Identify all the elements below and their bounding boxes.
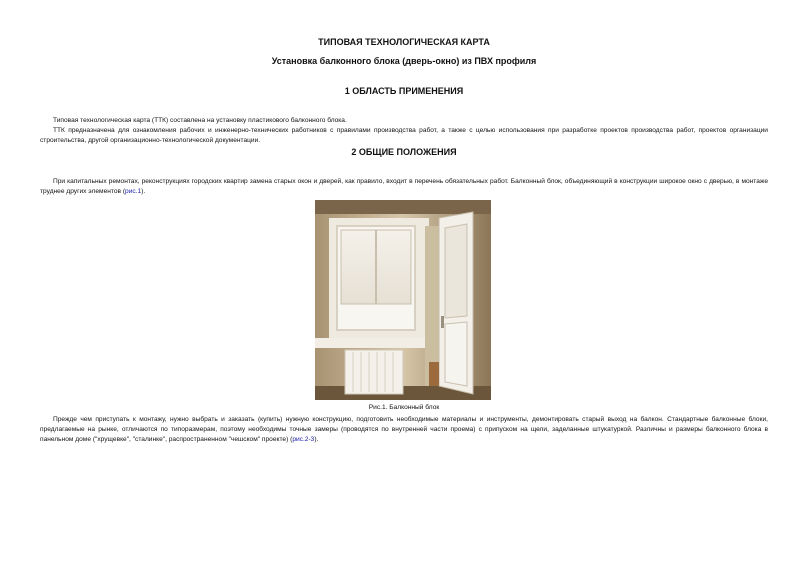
section1-title: 1 ОБЛАСТЬ ПРИМЕНЕНИЯ xyxy=(344,86,464,96)
paragraph-text: При капитальных ремонтах, реконструкциях городских квартир замена старых окон и дверей, как правило, входит в перечень обязательных работ. Балконный блок, объединяющий в конструкции широкое окно с дверью, в монтаже труднее других элементов ( xyxy=(40,178,768,195)
section2-title: 2 ОБЩИЕ ПОЛОЖЕНИЯ xyxy=(351,147,457,157)
section2-paragraph-1 xyxy=(40,177,768,197)
figure-2-3-link[interactable]: рис.2-3 xyxy=(292,436,315,443)
paragraph-end: ). xyxy=(314,436,319,443)
paragraph-end: ). xyxy=(141,188,146,195)
section2-paragraph-2 xyxy=(40,415,768,445)
figure-caption: Рис.1. Балконный блок xyxy=(368,404,440,411)
section1-paragraph-1: Типовая технологическая карта (ТТК) составлена на установку пластикового балконного блока. xyxy=(53,117,347,124)
figure-1-link[interactable]: рис.1 xyxy=(125,188,142,195)
document-subtitle: Установка балконного блока (дверь-окно) из ПВХ профиля xyxy=(271,56,537,66)
main-title: ТИПОВАЯ ТЕХНОЛОГИЧЕСКАЯ КАРТА xyxy=(318,37,490,47)
paragraph-text: Прежде чем приступать к монтажу, нужно выбрать и заказать (купить) нужную конструкцию, подготовить необходимые материалы и инструменты, демонтировать старый выход на балкон. Стандартные балконные блоки, предлагаемые на рынке, отличаются по типоразмерам, поэтому необходимы точные замеры (проводятся по внутренней части проема) с припуском на щели, заделанные штукатуркой. Различны и размеры балконного блока в панельном доме ("хрущевке", "сталинке", распространенном "чешском" проекте) ( xyxy=(40,416,768,443)
balcony-block-photo xyxy=(315,200,491,400)
section1-paragraph-2: ТТК предназначена для ознакомления рабочих и инженерно-технических работников с правилами производства работ, а также с целью использования при разработке проектов производства работ, проектов организации строительства, другой организационно-технологической документации. xyxy=(40,127,768,144)
